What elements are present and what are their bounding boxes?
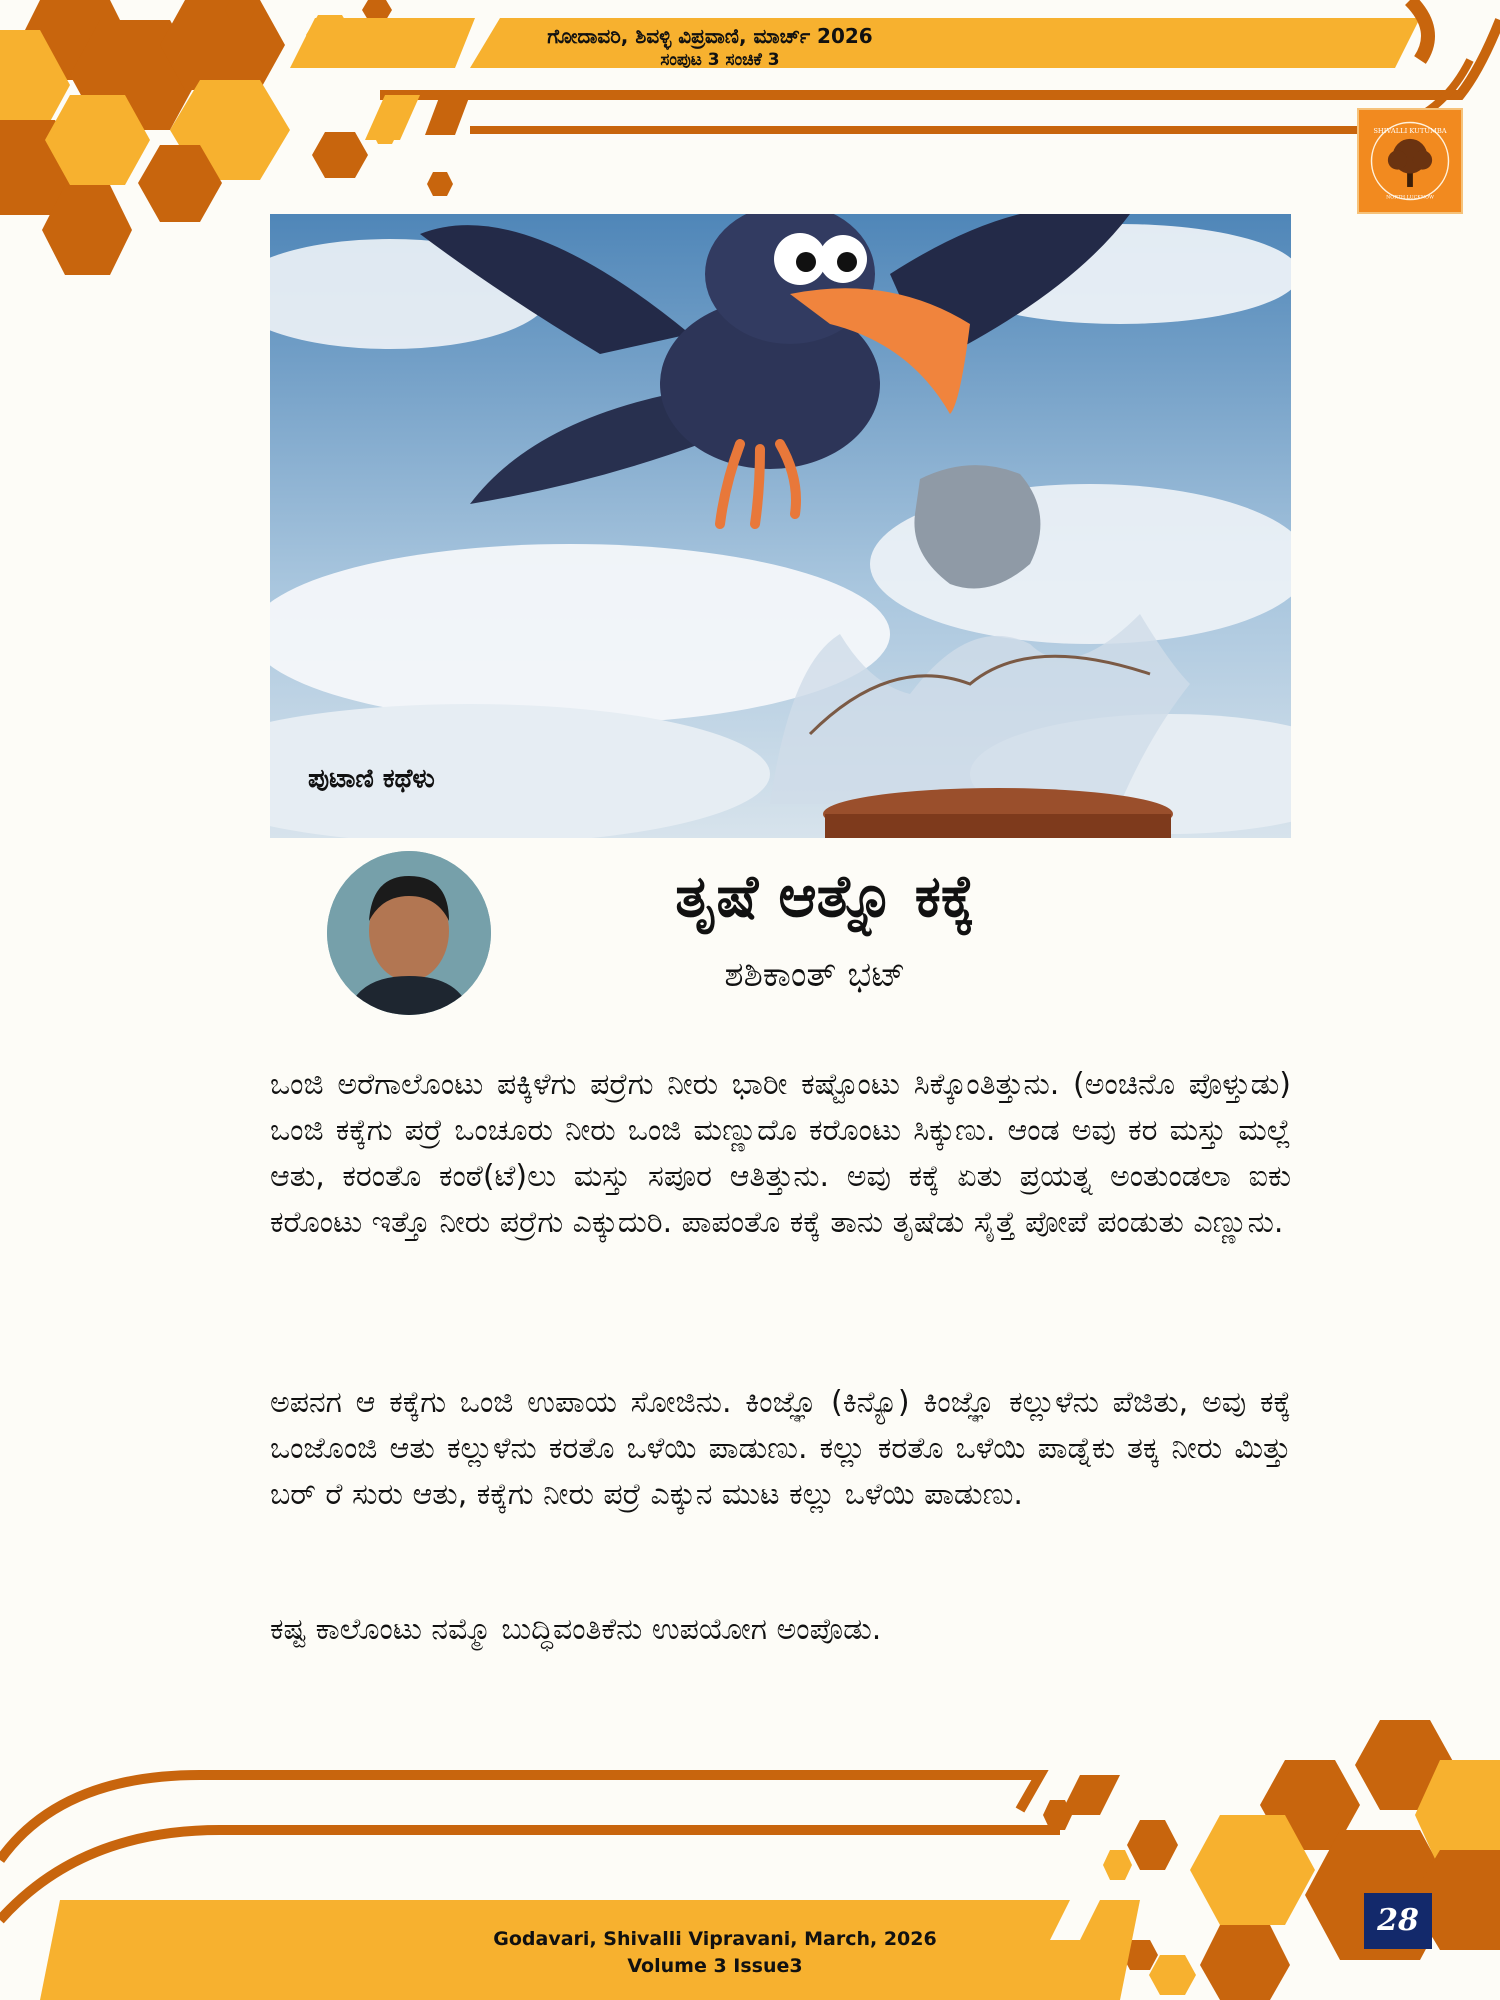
shivalli-kutumba-logo — [1357, 108, 1463, 214]
article-paragraph-3: ಕಷ್ಟ ಕಾಲೊಂಟು ನಮ್ಮೊ ಬುದ್ಧಿವಂತಿಕೆನು ಉಪಯೋಗ ಅಂಪೊಡು. — [270, 1612, 882, 1647]
svg-text:SHIVALLI KUTUMBA: SHIVALLI KUTUMBA — [1373, 127, 1447, 136]
hero-crow-illustration — [270, 214, 1291, 838]
page-number-badge: 28 — [1364, 1893, 1432, 1949]
footer-publication-line: Godavari, Shivalli Vipravani, March, 2026 — [493, 1928, 937, 1950]
svg-text:NORTH LUCKNOW: NORTH LUCKNOW — [1386, 195, 1434, 201]
author-avatar — [327, 851, 491, 1015]
article-author: ಶಶಿಕಾಂತ್ ಭಟ್ — [724, 955, 906, 995]
article-paragraph-2: ಅಪನಗ ಆ ಕಕ್ಕೆಗು ಒಂಜಿ ಉಪಾಯ ಸೋಜಿನು. ಕಿಂಜ್ಞೊ (ಕಿನ್ಯೊ) ಕಿಂಜ್ಞೊ ಕಲ್ಲುಳೆನು ಪೆಜಿತು, ಅವು ಕಕ್ಕೆ ಒಂಜೊಂಜಿ ಆತು ಕಲ್ಲುಳೆನು ಕರತೊ ಒಳೆಯಿ ಪಾಡುಣು. ಕಲ್ಲು ಕರತೊ ಒಳೆಯಿ ಪಾಡ್ನೆಕು ತಕ್ಕ ನೀರು ಮಿತ್ತು ಬರ್ ರೆ ಸುರು ಆತು, ಕಕ್ಕೆಗು ನೀರು ಪರ್ರೆ ಎಕ್ಕುನ ಮುಟ ಕಲ್ಲು ಒಳೆಯಿ ಪಾಡುಣು. — [270, 1385, 1291, 1512]
header-publication-line: ಗೋದಾವರಿ, ಶಿವಳ್ಳಿ ವಿಪ್ರವಾಣಿ, ಮಾರ್ಚ್ 2026 — [547, 24, 873, 48]
header-volume-line: ಸಂಪುಟ 3 ಸಂಚಿಕೆ 3 — [660, 50, 780, 70]
footer-volume-line: Volume 3 Issue3 — [627, 1955, 803, 1977]
article-title: ತೃಷೆ ಆತ್ನೊ ಕಕ್ಕೆ — [675, 862, 975, 930]
section-tag: ಪುಟಾಣಿ ಕಥೆಳು — [308, 764, 435, 794]
article-paragraph-1: ಒಂಜಿ ಅರೆಗಾಲೊಂಟು ಪಕ್ಕಿಳೆಗು ಪರ್ರೆಗು ನೀರು ಭಾರೀ ಕಷ್ಟೊಂಟು ಸಿಕ್ಕೊಂತಿತ್ತುನು. (ಅಂಚಿನೊ ಪೊಳ್ತುಡು) ಒಂಜಿ ಕಕ್ಕೆಗು ಪರ್ರೆ ಒಂಚೂರು ನೀರು ಒಂಜಿ ಮಣ್ಣುದೊ ಕರೊಂಟು ಸಿಕ್ಕುಣು. ಆಂಡ ಅವು ಕರ ಮಸ್ತು ಮಲ್ಲೆ ಆತು, ಕರಂತೊ ಕಂಠೆ(ಟೆ)ಲು ಮಸ್ತು ಸಪೂರ ಆತಿತ್ತುನು. ಅವು ಕಕ್ಕೆ ಏತು ಪ್ರಯತ್ನ ಅಂತುಂಡಲಾ ಐಕು ಕರೊಂಟು ಇತ್ತೊ ನೀರು ಪರ್ರೆಗು ಎಕ್ಕುದುರಿ. ಪಾಪಂತೊ ಕಕ್ಕೆ ತಾನು ತೃಷೆಡು ಸೈತ್ತೆ ಪೋಪೆ ಪಂಡುತು ಎಣ್ಣುನು. — [270, 1067, 1291, 1240]
